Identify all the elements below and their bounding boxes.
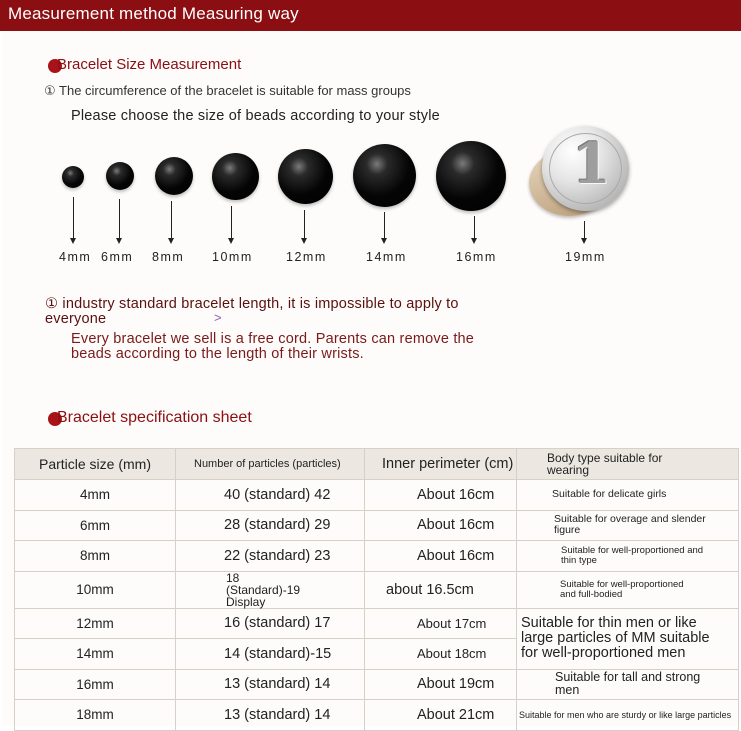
arrow-down-icon <box>228 238 234 244</box>
arrow-down-icon <box>116 238 122 244</box>
cell-body-type: Suitable for well-proportioned and full-bodied <box>517 571 739 608</box>
bracelet-length-note-cont: everyone <box>45 311 107 327</box>
column-header: Particle size (mm) <box>15 449 176 480</box>
arrow-16mm <box>474 216 475 238</box>
table-row <box>15 510 739 541</box>
arrow-down-icon <box>471 238 477 244</box>
arrow-4mm <box>73 197 74 238</box>
size-label-16mm: 16mm <box>456 250 497 264</box>
bead-6mm-icon <box>106 162 134 190</box>
bead-16mm-icon <box>436 141 506 211</box>
header-bar <box>0 0 741 31</box>
section-title-size-measurement: Bracelet Size Measurement <box>57 56 242 73</box>
circumference-note: ① The circumference of the bracelet is suitable for mass groups <box>44 83 411 98</box>
table-row <box>15 700 739 731</box>
cell-perimeter: About 17cm <box>365 608 517 639</box>
free-cord-text-cont: beads according to the length of their wrists. <box>71 346 364 362</box>
cell-size: 18mm <box>15 700 176 731</box>
header-title: Measurement method Measuring way <box>8 4 299 23</box>
cell-body-type: Suitable for men who are sturdy or like large particles <box>517 700 739 731</box>
cell-size: 10mm <box>15 571 176 608</box>
arrow-10mm <box>231 206 232 238</box>
cell-count: 22 (standard) 23 <box>176 541 365 572</box>
bead-14mm-icon <box>353 144 416 207</box>
cell-body-type: Suitable for tall and strong men <box>517 669 739 700</box>
cell-body-type: Suitable for delicate girls <box>517 480 739 511</box>
cursor-mark: > <box>214 310 222 325</box>
size-label-4mm: 4mm <box>59 250 92 264</box>
cell-perimeter: About 18cm <box>365 639 517 670</box>
cell-size: 16mm <box>15 669 176 700</box>
size-label-14mm: 14mm <box>366 250 407 264</box>
bracelet-length-note: ① industry standard bracelet length, it is impossible to apply to <box>45 296 459 312</box>
column-header: Body type suitable for wearing <box>517 449 739 480</box>
spec-table <box>14 448 739 731</box>
arrow-down-icon <box>70 238 76 244</box>
arrow-8mm <box>171 201 172 238</box>
cell-body-type: Suitable for thin men or like large particles of MM suitable for well-proportioned men <box>517 608 739 669</box>
cell-size: 6mm <box>15 510 176 541</box>
cell-perimeter: About 19cm <box>365 669 517 700</box>
cell-body-type: Suitable for well-proportioned and thin type <box>517 541 739 572</box>
column-header: Number of particles (particles) <box>176 449 365 480</box>
arrow-6mm <box>119 199 120 238</box>
cell-perimeter: about 16.5cm <box>365 571 517 608</box>
size-label-19mm: 19mm <box>565 250 606 264</box>
cell-count: 40 (standard) 42 <box>176 480 365 511</box>
cell-count: 28 (standard) 29 <box>176 510 365 541</box>
cell-perimeter: About 16cm <box>365 510 517 541</box>
cell-size: 8mm <box>15 541 176 572</box>
arrow-down-icon <box>301 238 307 244</box>
coin-numeral: 1 <box>572 131 611 197</box>
arrow-14mm <box>384 212 385 238</box>
bead-12mm-icon <box>278 149 333 204</box>
cell-perimeter: About 16cm <box>365 541 517 572</box>
size-label-6mm: 6mm <box>101 250 134 264</box>
free-cord-text: Every bracelet we sell is a free cord. Parents can remove the <box>71 331 475 347</box>
arrow-down-icon <box>381 238 387 244</box>
cell-size: 14mm <box>15 639 176 670</box>
cell-count: 16 (standard) 17 <box>176 608 365 639</box>
bead-10mm-icon <box>212 153 259 200</box>
table-row <box>15 669 739 700</box>
arrow-12mm <box>304 210 305 238</box>
coin-icon <box>542 126 629 211</box>
bead-4mm-icon <box>62 166 84 188</box>
cell-size: 4mm <box>15 480 176 511</box>
cell-perimeter: About 16cm <box>365 480 517 511</box>
cell-count: 14 (standard)-15 <box>176 639 365 670</box>
section-title-spec-sheet: Bracelet specification sheet <box>57 409 252 426</box>
size-label-8mm: 8mm <box>152 250 185 264</box>
table-header-row <box>15 449 739 480</box>
bead-8mm-icon <box>155 157 193 195</box>
cell-perimeter: About 21cm <box>365 700 517 731</box>
table-row <box>15 608 739 639</box>
cell-size: 12mm <box>15 608 176 639</box>
table-row <box>15 571 739 608</box>
cell-count: 18 (Standard)-19 Display <box>176 571 365 608</box>
cell-count: 13 (standard) 14 <box>176 700 365 731</box>
size-label-10mm: 10mm <box>212 250 253 264</box>
arrow-down-icon <box>581 238 587 244</box>
size-label-12mm: 12mm <box>286 250 327 264</box>
arrow-down-icon <box>168 238 174 244</box>
cell-count: 13 (standard) 14 <box>176 669 365 700</box>
arrow-19mm <box>584 221 585 238</box>
table-row <box>15 541 739 572</box>
choose-size-instruction: Please choose the size of beads according to your style <box>71 108 440 124</box>
column-header: Inner perimeter (cm) <box>365 449 517 480</box>
cell-body-type: Suitable for overage and slender figure <box>517 510 739 541</box>
table-row <box>15 480 739 511</box>
